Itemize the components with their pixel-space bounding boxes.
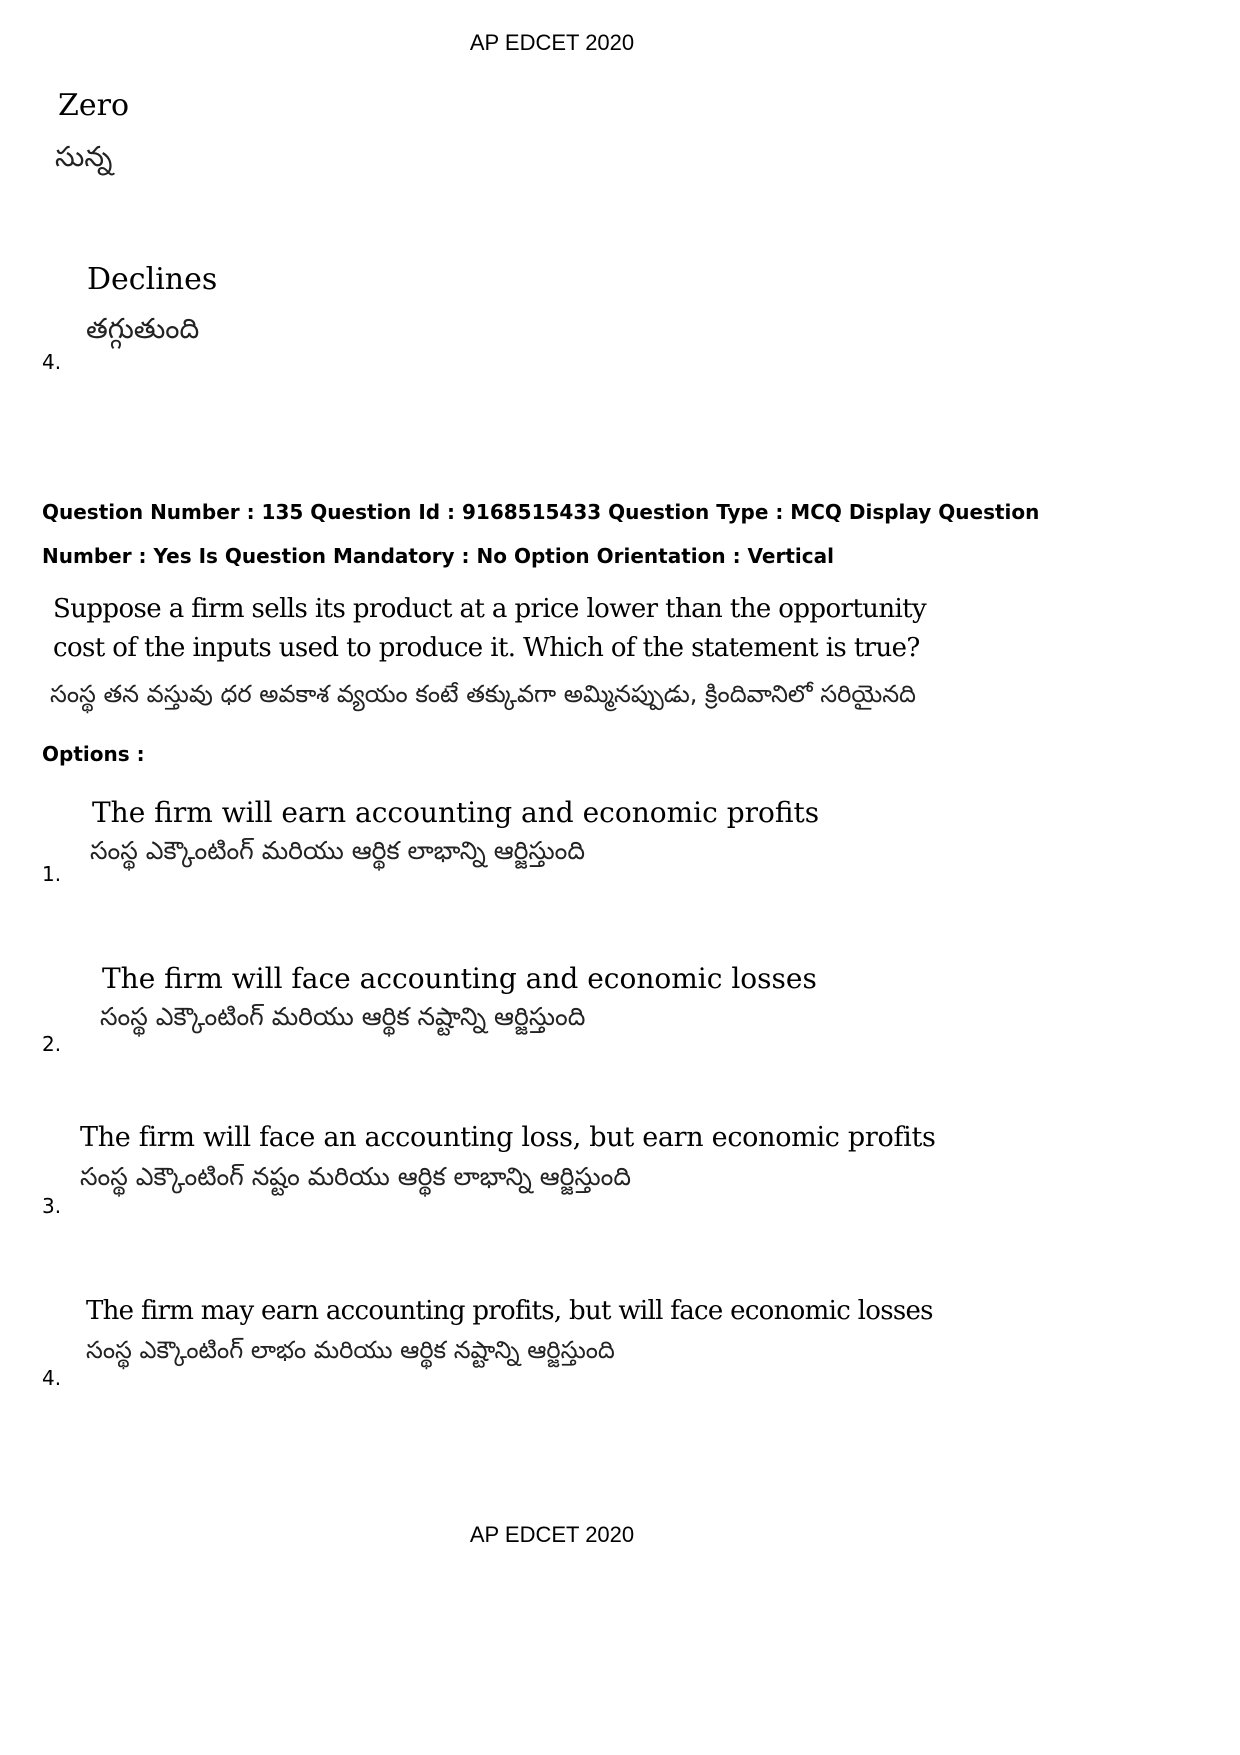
- prev-option4-en: Declines: [87, 262, 218, 297]
- prev-option3-en: Zero: [58, 88, 130, 123]
- option-3-te: సంస్థ ఎక్కౌంటింగ్ నష్టం మరియు ఆర్థిక లాభాన్ని ఆర్జిస్తుంది: [80, 1162, 632, 1191]
- question-meta-line1: Question Number : 135 Question Id : 9168515433 Question Type : MCQ Display Question: [42, 500, 1040, 524]
- question-text-te: సంస్థ తన వస్తువు ధర అవకాశ వ్యయం కంటే తక్కువగా అమ్మినప్పుడు, క్రిందివానిలో సరియైనది: [50, 680, 916, 708]
- page-footer-title: AP EDCET 2020: [469, 1522, 635, 1547]
- option-4-number: 4.: [42, 1366, 62, 1390]
- option-1-number: 1.: [42, 862, 62, 886]
- question-meta-line2: Number : Yes Is Question Mandatory : No Option Orientation : Vertical: [42, 544, 834, 568]
- question-text-en-line2: cost of the inputs used to produce it. Which of the statement is true?: [53, 633, 920, 663]
- prev-option4-number: 4.: [42, 350, 62, 374]
- question-text-en-line1: Suppose a firm sells its product at a price lower than the opportunity: [53, 594, 927, 624]
- option-2-en: The firm will face accounting and economic losses: [102, 962, 817, 995]
- option-1-te: సంస్థ ఎక్కౌంటింగ్ మరియు ఆర్థిక లాభాన్ని ఆర్జిస్తుంది: [90, 836, 586, 865]
- option-3-en: The firm will face an accounting loss, but earn economic profits: [80, 1122, 936, 1153]
- option-2-number: 2.: [42, 1032, 62, 1056]
- prev-option4-te: తగ్గుతుంది: [86, 312, 200, 345]
- options-label: Options :: [42, 742, 145, 766]
- page-header-title: AP EDCET 2020: [469, 30, 635, 55]
- option-2-te: సంస్థ ఎక్కౌంటింగ్ మరియు ఆర్థిక నష్టాన్ని ఆర్జిస్తుంది: [100, 1002, 586, 1031]
- option-3-number: 3.: [42, 1194, 62, 1218]
- option-4-te: సంస్థ ఎక్కౌంటింగ్ లాభం మరియు ఆర్థిక నష్టాన్ని ఆర్జిస్తుంది: [86, 1336, 615, 1364]
- prev-option3-te: సున్న: [55, 140, 113, 173]
- option-4-en: The firm may earn accounting profits, but will face economic losses: [86, 1296, 933, 1326]
- option-1-en: The firm will earn accounting and economic profits: [92, 796, 820, 829]
